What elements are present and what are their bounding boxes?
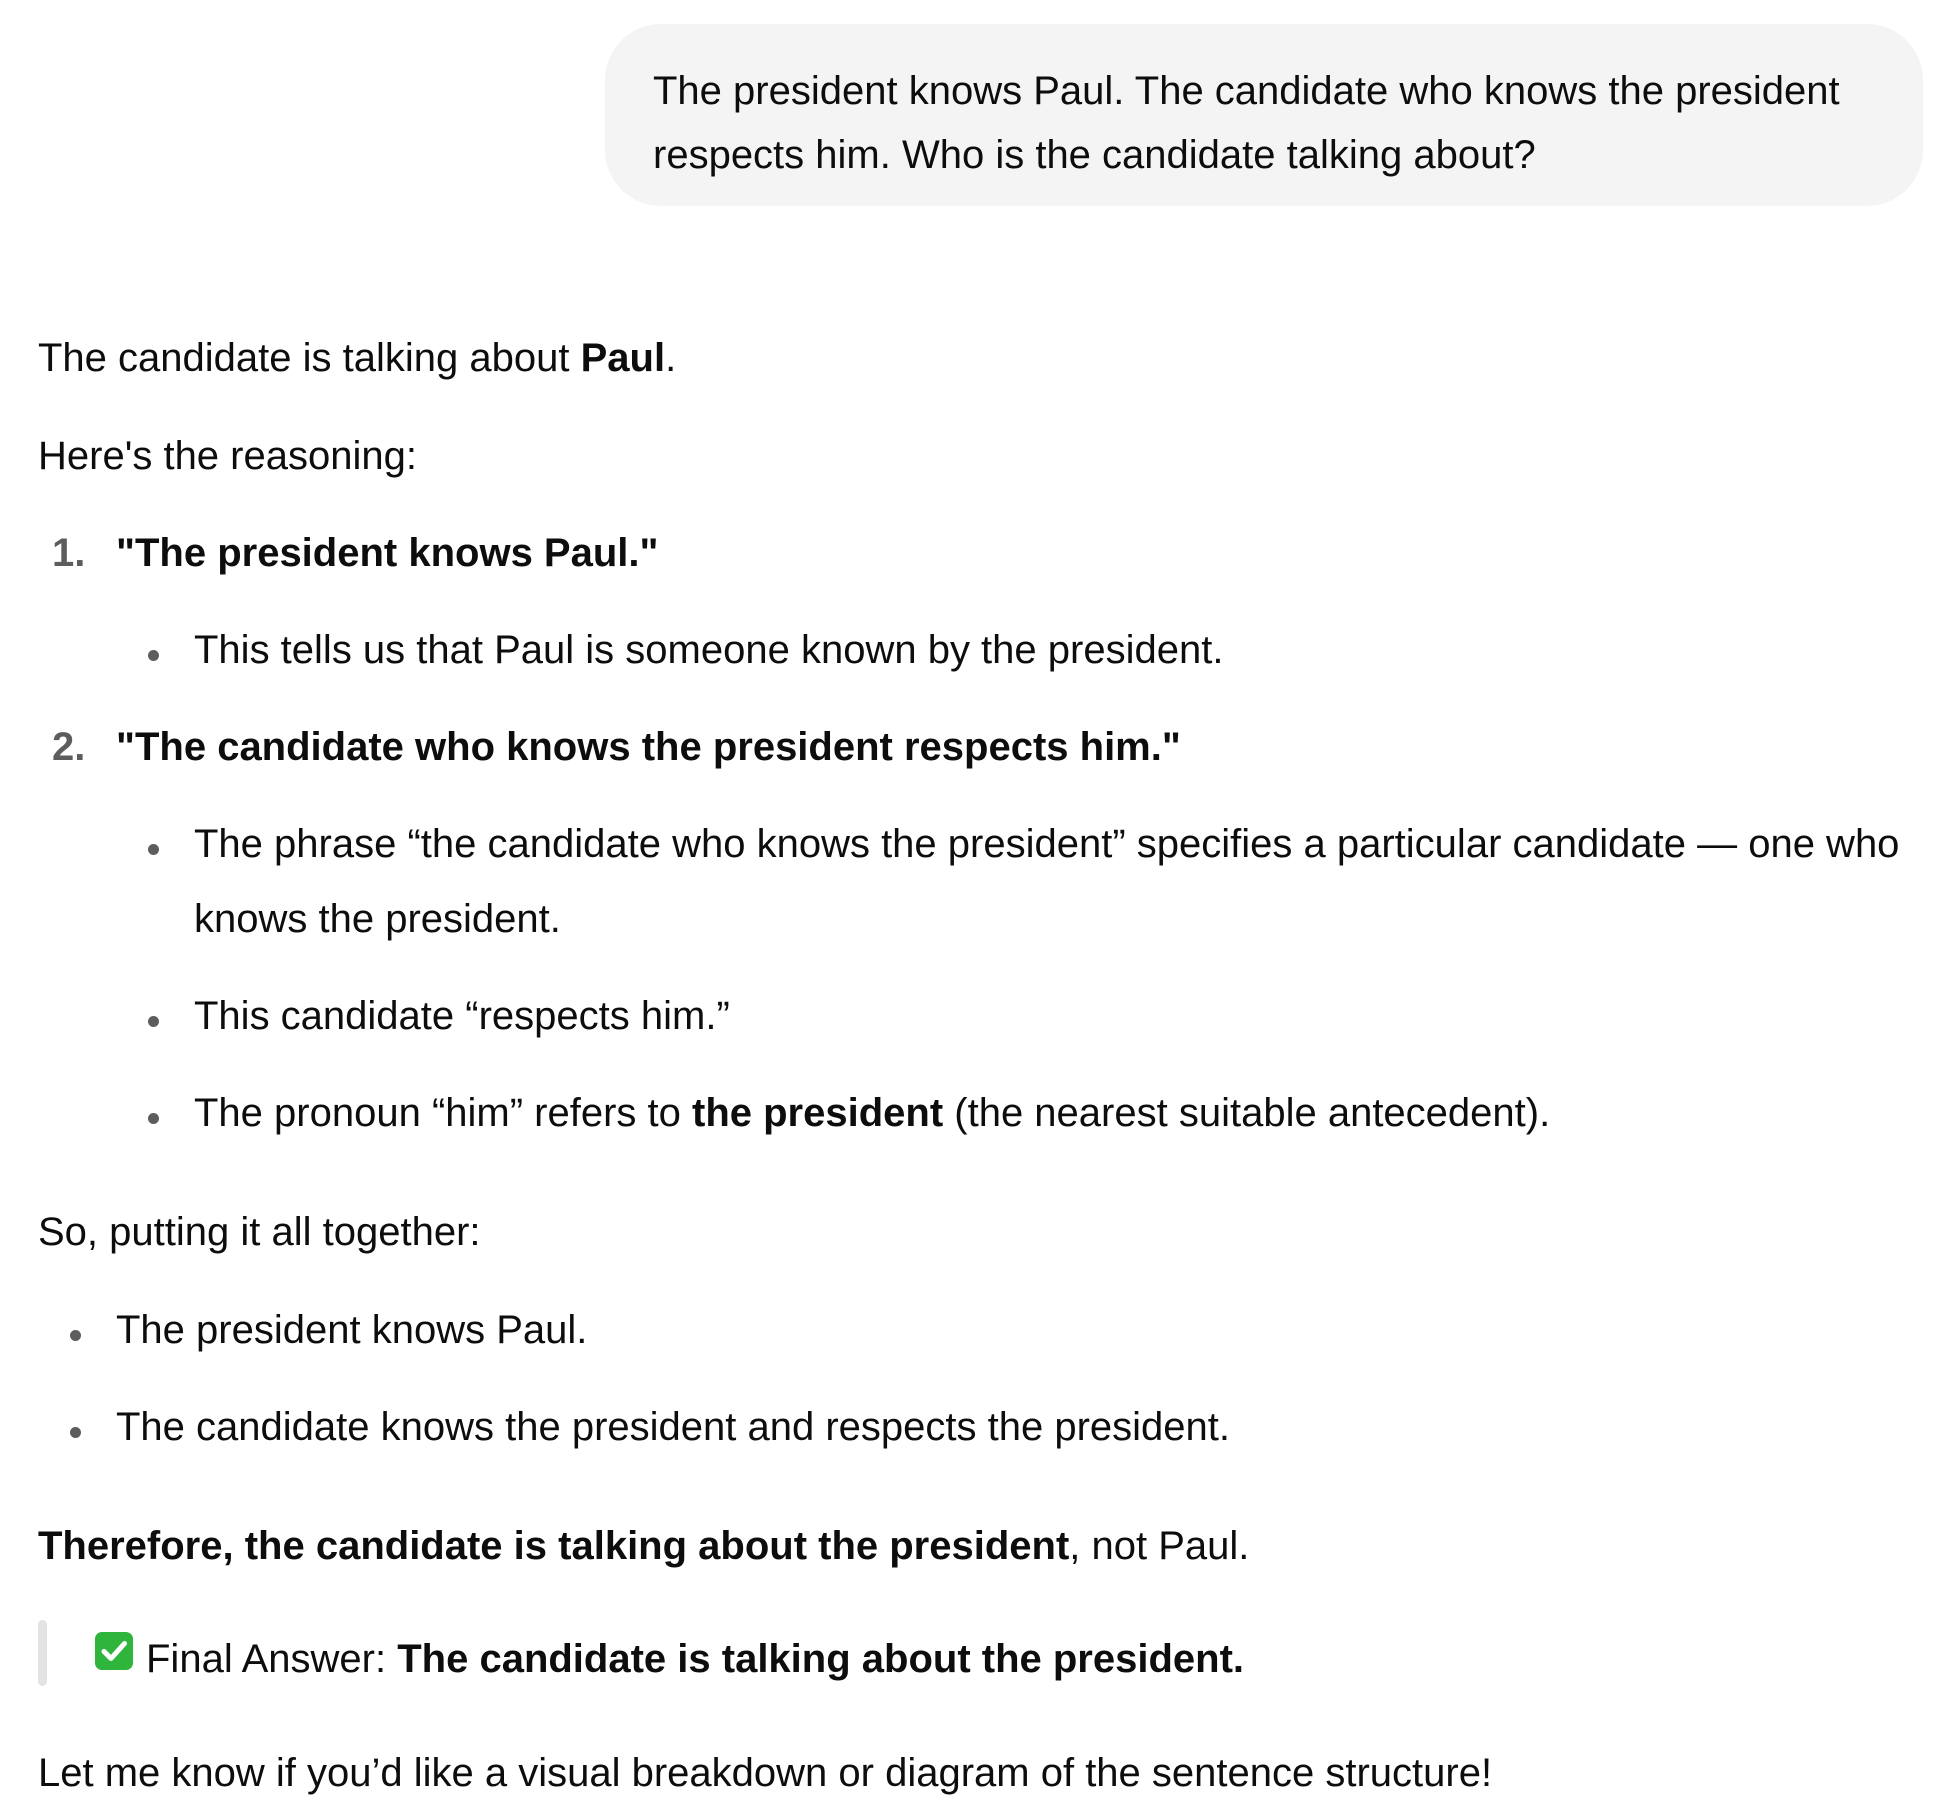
step-1-title: "The president knows Paul."	[116, 531, 659, 575]
check-mark-glyph	[95, 1632, 133, 1670]
summary-bullet-1: The president knows Paul.	[116, 1308, 588, 1352]
bullet-icon	[70, 1330, 81, 1341]
bullet-icon	[148, 1113, 159, 1124]
step-2-number: 2.	[52, 725, 86, 769]
answer-intro: The candidate is talking about Paul.	[38, 336, 677, 380]
user-message-bubble	[605, 24, 1923, 206]
step-1-bullet-1: This tells us that Paul is someone known by the president.	[194, 628, 1224, 672]
bullet-icon	[148, 1016, 159, 1027]
bullet-icon	[148, 650, 159, 661]
step-2-bullet-2: This candidate “respects him.”	[194, 994, 730, 1038]
final-answer: Final Answer: The candidate is talking about the president.	[146, 1637, 1245, 1681]
step-2-bullet-3: The pronoun “him” refers to the president (the nearest suitable antecedent).	[194, 1091, 1551, 1135]
conclusion: Therefore, the candidate is talking about the president, not Paul.	[38, 1524, 1250, 1568]
check-mark-button-icon	[95, 1632, 133, 1670]
user-message-text: The president knows Paul. The candidate who knows the president respects him. Who is the candidate talking about?	[653, 69, 1840, 177]
bullet-icon	[70, 1427, 81, 1438]
reasoning-label: Here's the reasoning:	[38, 434, 417, 478]
closing-message: Let me know if you’d like a visual breakdown or diagram of the sentence structure!	[38, 1751, 1493, 1795]
answer-intro-name: Paul	[580, 336, 666, 380]
step-2-bullet-1-line-1: The phrase “the candidate who knows the president” specifies a particular candidate — one who	[194, 822, 1900, 866]
blockquote-bar	[38, 1620, 47, 1686]
summary-label: So, putting it all together:	[38, 1210, 481, 1254]
step-2-bullet-1-line-2: knows the president.	[194, 897, 561, 941]
step-1-number: 1.	[52, 531, 86, 575]
summary-bullet-2: The candidate knows the president and respects the president.	[116, 1405, 1231, 1449]
bullet-icon	[148, 844, 159, 855]
step-2-title: "The candidate who knows the president respects him."	[116, 725, 1181, 769]
